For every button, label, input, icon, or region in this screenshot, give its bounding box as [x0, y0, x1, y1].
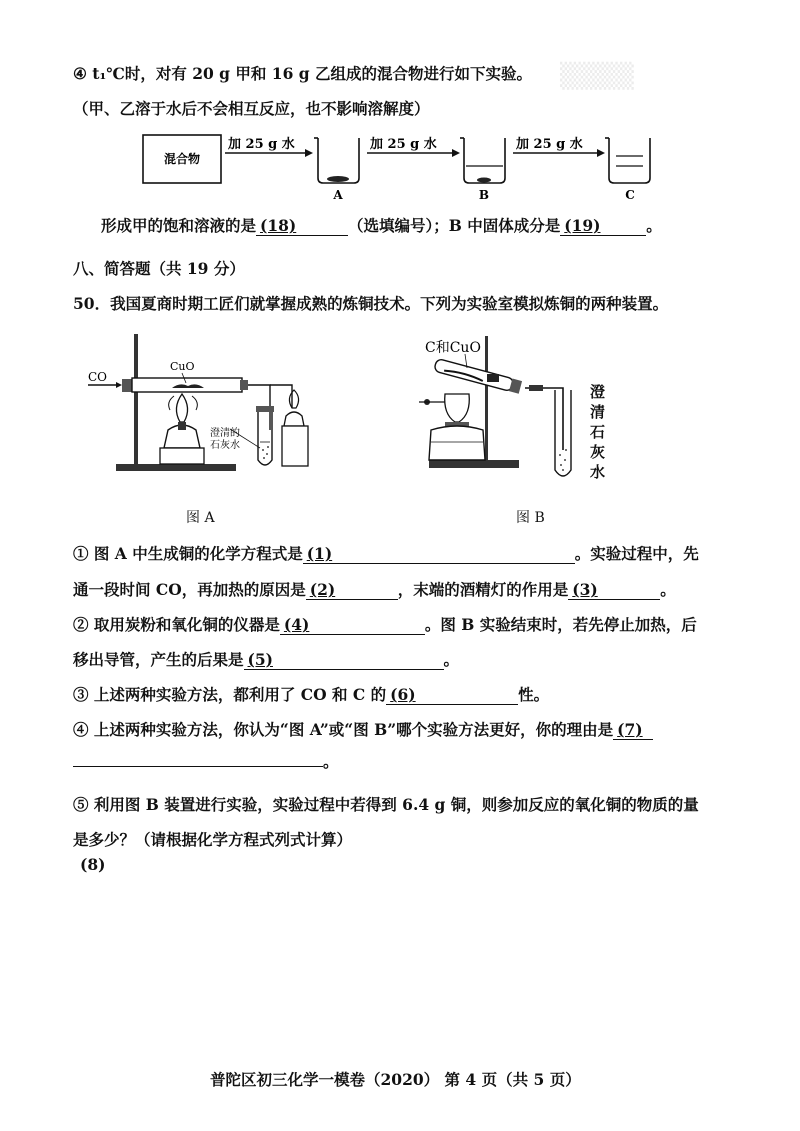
burner-flame [176, 394, 187, 422]
blank-2[interactable]: (2) [306, 581, 398, 600]
beaker-a-solid [327, 176, 349, 182]
figure-a-apparatus [80, 330, 330, 480]
q50-s2-line2: 移出导管，产生的后果是 (5) 。 [73, 650, 460, 669]
arrow-label-2: 加 25 g 水 [370, 137, 437, 152]
co-label: CO [88, 370, 108, 384]
q50-intro: 50．我国夏商时期工匠们就掌握成熟的炼铜技术。下列为实验室模拟炼铜的两种装置。 [73, 294, 669, 313]
mixture-label: 混合物 [163, 152, 201, 166]
blank-1[interactable]: (1) [303, 545, 575, 564]
limewater-label-a2: 石灰水 [210, 440, 240, 451]
arrow-label-3: 加 25 g 水 [516, 137, 583, 152]
blank-5[interactable]: (5) [244, 651, 444, 670]
q50-s5-line2: 是多少？（请根据化学方程式列式计算） [73, 830, 353, 849]
q4-line1: ④ t₁℃时，对有 20 g 甲和 16 g 乙组成的混合物进行如下实验。 [73, 64, 533, 83]
arrow-right-icon [452, 149, 460, 157]
q50-s5-line1: ⑤ 利用图 B 装置进行实验，实验过程中若得到 6.4 g 铜，则参加反应的氧化铜的物质的量 [73, 795, 699, 814]
q50-s1-line1: ① 图 A 中生成铜的化学方程式是 (1) 。实验过程中，先 [73, 544, 699, 563]
blank-3[interactable]: (3) [568, 581, 660, 600]
arrow-right-icon [116, 382, 122, 388]
limewater-label-b: 澄 清 石 灰 水 [590, 383, 606, 481]
beaker-b [464, 138, 505, 183]
blank-18[interactable]: (18) [256, 217, 348, 236]
stand-base-b [429, 460, 519, 468]
end-alcohol-burner [284, 412, 304, 426]
q50-s1-line2: 通一段时间 CO，再加热的原因是 (2) ，末端的酒精灯的作用是 (3) 。 [73, 580, 676, 599]
page-footer: 普陀区初三化学一模卷（2020） 第 4 页（共 5 页） [210, 1070, 581, 1089]
section-title: 八、简答题（共 19 分） [73, 259, 245, 278]
stand-base [116, 464, 236, 471]
beaker-b-label: B [478, 188, 490, 202]
q50-s2-line1: ② 取用炭粉和氧化铜的仪器是 (4) 。图 B 实验结束时，若先停止加热，后 [73, 615, 697, 634]
figure-b-apparatus [405, 330, 615, 490]
beaker-c-label: C [625, 188, 635, 202]
q50-s3: ③ 上述两种实验方法，都利用了 CO 和 C 的 (6) 性。 [73, 685, 550, 704]
alcohol-lamp-b [429, 426, 485, 460]
stand-pole-b [485, 336, 488, 460]
cuo-label: CuO [170, 360, 195, 373]
arrow-right-icon [305, 149, 313, 157]
beaker-c [609, 138, 650, 183]
arrow-right-icon [597, 149, 605, 157]
blank-7[interactable]: (7) [613, 721, 653, 740]
blank-7-continued[interactable] [73, 766, 323, 767]
beaker-a-label: A [333, 188, 343, 202]
q4-dissolution-diagram [0, 0, 800, 215]
figure-b-caption: 图 B [516, 510, 545, 526]
reagent-label: C和CuO [425, 340, 481, 356]
blank-8-label: (8) [80, 855, 106, 874]
arrow-label-1: 加 25 g 水 [228, 137, 295, 152]
blank-4[interactable]: (4) [280, 616, 425, 635]
blank-6[interactable]: (6) [386, 686, 518, 705]
figure-a-caption: 图 A [186, 510, 215, 526]
beaker-b-solid [477, 178, 491, 183]
blank-19[interactable]: (19) [560, 217, 646, 236]
q50-s4-line2: 。 [73, 750, 339, 772]
q4-answer-line: 形成甲的饱和溶液的是 (18) （选填编号）；B 中固体成分是 (19) 。 [101, 216, 662, 235]
bleed-through-text: ▒▒▒▒ [560, 62, 634, 90]
q4-line2: （甲、乙溶于水后不会相互反应，也不影响溶解度） [73, 99, 430, 118]
stand-pole [134, 334, 138, 464]
q50-s4-line1: ④ 上述两种实验方法，你认为“图 A”或“图 B”哪个实验方法更好，你的理由是 (7) [73, 718, 653, 740]
reaction-tube [132, 378, 242, 392]
limewater-label-a1: 澄清的 [210, 428, 240, 439]
tilted-tube [434, 358, 515, 391]
